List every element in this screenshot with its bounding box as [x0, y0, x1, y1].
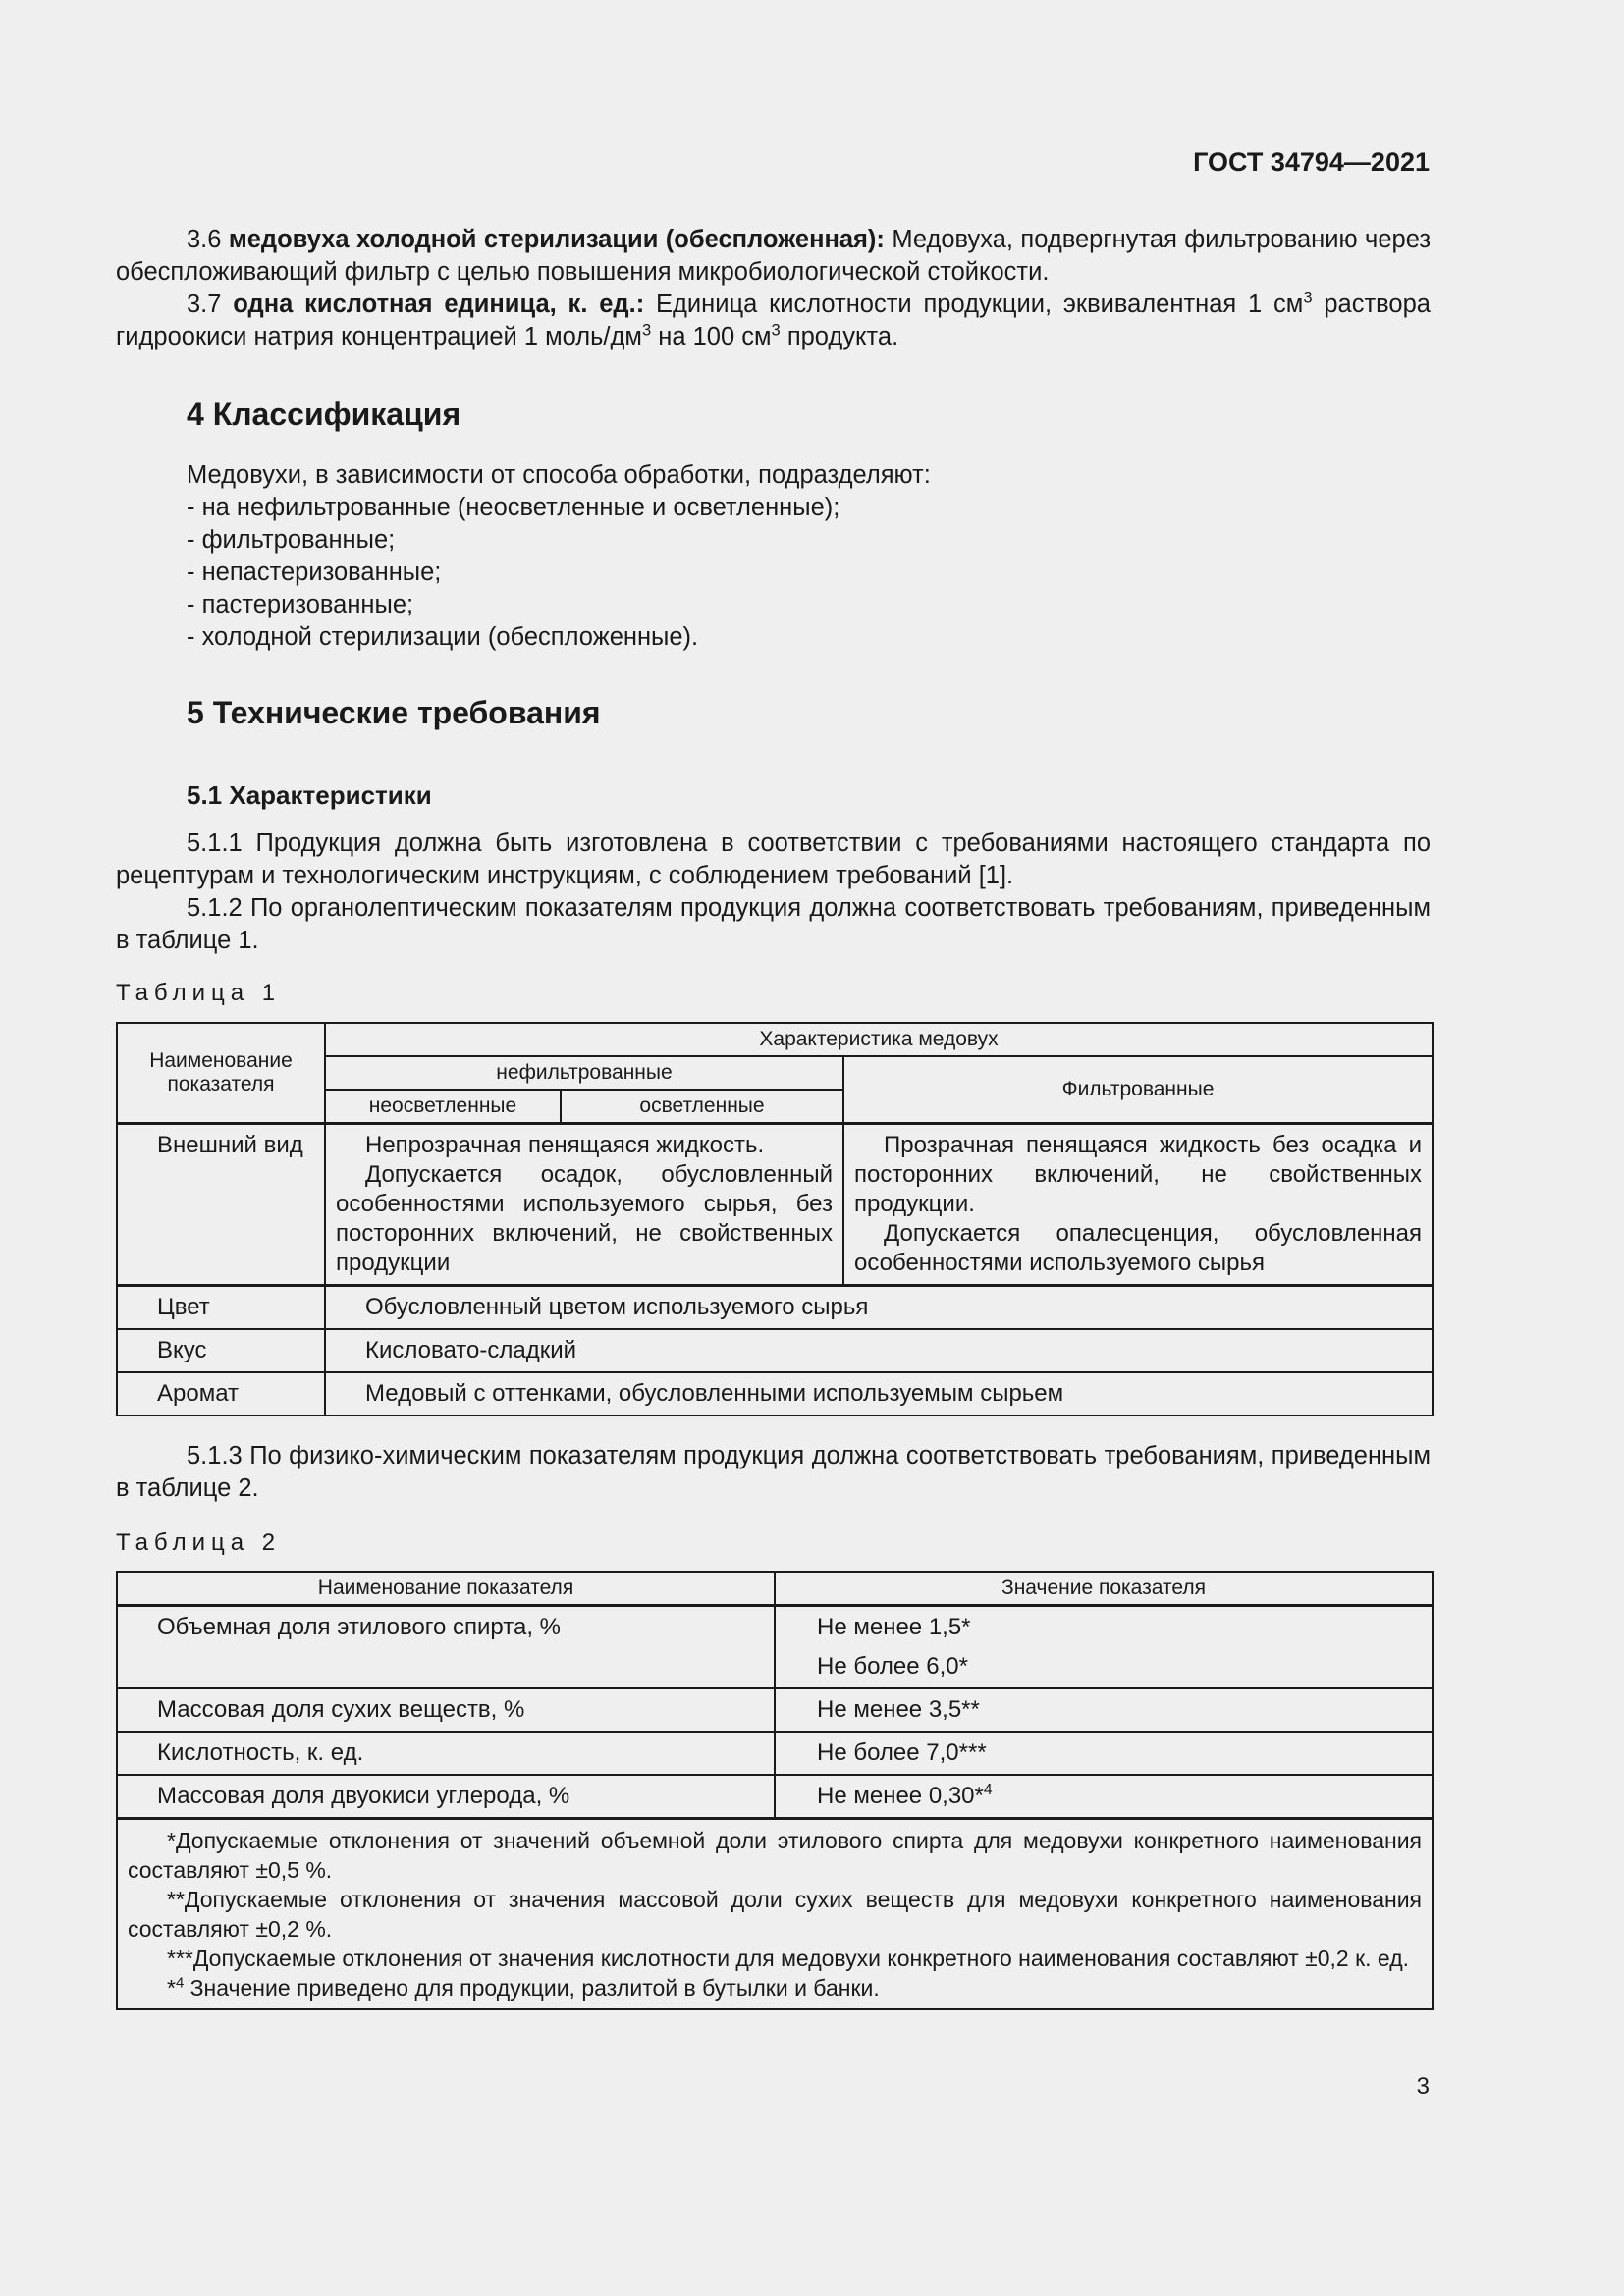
table-header-cell: Характеристика медовух — [325, 1023, 1433, 1056]
table-cell: Не менее 3,5** — [775, 1688, 1433, 1732]
footnote: **Допускаемые отклонения от значения массовой доли сухих веществ для медовухи конкретного наименования составляют ±0,2 %. — [128, 1887, 1422, 1942]
list-item: - на нефильтрованные (неосветленные и осветленные); — [187, 494, 840, 521]
table-row — [117, 1329, 1433, 1372]
table-cell: Массовая доля сухих веществ, % — [117, 1688, 775, 1732]
table-cell: Не более 7,0*** — [775, 1732, 1433, 1775]
table-cell: Не менее 1,5* Не более 6,0* — [775, 1606, 1433, 1689]
footnote: ***Допускаемые отклонения от значения кислотности для медовухи конкретного наименования составляют ±0,2 к. ед. — [167, 1946, 1410, 1971]
table-cell: Внешний вид — [117, 1124, 325, 1286]
definition-term: одна кислотная единица, к. ед.: — [233, 291, 645, 318]
table-cell: Непрозрачная пенящаяся жидкость. Допускается осадок, обусловленный особенностями используемого сырья, без посторонних включений, не свойственных продукции — [325, 1124, 843, 1286]
table-row — [117, 1372, 1433, 1415]
table-header-cell: осветленные — [561, 1090, 843, 1124]
subsection-heading: 5.1 Характеристики — [187, 780, 432, 810]
list-item: - непастеризованные; — [187, 559, 442, 586]
table-header-cell: Значение показателя — [775, 1572, 1433, 1606]
paragraph: 5.1.1 Продукция должна быть изготовлена в соответствии с требованиями настоящего стандарта по рецептурам и технологическим инструкциям, с соблюдением требований [1]. — [116, 829, 1431, 889]
table-cell: Массовая доля двуокиси углерода, % — [117, 1775, 775, 1819]
standard-number: ГОСТ 34794—2021 — [1193, 147, 1430, 177]
table-header-cell: неосветленные — [325, 1090, 561, 1124]
definition-3-7: 3.7 одна кислотная единица, к. ед.: Единица кислотности продукции, эквивалентная 1 $см^3$ раствора гидроокиси натрия концентрацией 1 моль/$дм^3$ на 100 $см^3$ продукта. — [116, 288, 1431, 350]
paragraph: 5.1.3 По физико-химическим показателям продукция должна соответствовать требованиям, приведенным в таблице 2. — [116, 1442, 1431, 1502]
table-cell: Цвет — [117, 1286, 325, 1330]
list-item: - пастеризованные; — [187, 591, 414, 618]
paragraph-5-1-3 — [116, 1440, 1431, 1505]
table-row — [117, 1606, 1433, 1689]
table-row — [117, 1286, 1433, 1330]
table-cell: Кисловато-сладкий — [325, 1329, 1433, 1372]
table-organoleptic — [116, 1022, 1434, 1416]
table-cell: Обусловленный цветом используемого сырья — [325, 1286, 1433, 1330]
table-header-cell: нефильтрованные — [325, 1056, 843, 1090]
table-caption: Таблица 1 — [116, 980, 282, 1006]
table-header-cell: Наименование показателя — [117, 1572, 775, 1606]
table-row — [117, 1732, 1433, 1775]
table-notes — [117, 1819, 1433, 2010]
table-cell: Вкус — [117, 1329, 325, 1372]
paragraphs-5-1 — [116, 828, 1431, 957]
table-header-cell: Наименование показателя — [117, 1023, 325, 1124]
footnote: *$^4$ Значение приведено для продукции, разлитой в бутылки и банки. — [167, 1974, 880, 2001]
table-notes-row — [117, 1819, 1433, 2010]
table-row — [117, 1688, 1433, 1732]
table-cell: Не менее 0,30*$^4$ — [775, 1775, 1433, 1819]
definition-3-6: 3.6 медовуха холодной стерилизации (обеспложенная): Медовуха, подвергнутая фильтрованию через обеспложивающий фильтр с целью повышения микробиологической стойкости. — [116, 226, 1432, 286]
table-cell: Прозрачная пенящаяся жидкость без осадка и посторонних включений, не свойственных продукции. Допускается опалесценция, обусловленная особенностями используемого сырья — [843, 1124, 1433, 1286]
table-cell: Кислотность, к. ед. — [117, 1732, 775, 1775]
page-number: 3 — [1416, 2073, 1430, 2100]
list-item: - фильтрованные; — [187, 526, 396, 554]
table-cell: Медовый с оттенками, обусловленными используемым сырьем — [325, 1372, 1433, 1415]
footnote: *Допускаемые отклонения от значений объемной доли этилового спирта для медовухи конкретного наименования составляют ±0,5 %. — [128, 1828, 1422, 1883]
list-item: - холодной стерилизации (обеспложенные). — [187, 623, 699, 651]
table-header-cell: Фильтрованные — [843, 1056, 1433, 1124]
table-cell: Аромат — [117, 1372, 325, 1415]
definitions-block — [116, 224, 1431, 353]
table-cell: Объемная доля этилового спирта, % — [117, 1606, 775, 1689]
paragraph: 5.1.2 По органолептическим показателям продукция должна соответствовать требованиям, приведенным в таблице 1. — [116, 894, 1431, 954]
table-row — [117, 1775, 1433, 1819]
table-physchem — [116, 1571, 1434, 2010]
section-heading: 5 Технические требования — [187, 695, 601, 730]
table-row — [117, 1124, 1433, 1286]
definition-term: медовуха холодной стерилизации (обеспложенная): — [228, 226, 885, 253]
classification-list: Медовухи, в зависимости от способа обработки, подразделяют: - на нефильтрованные (неосветленные и осветленные); - фильтрованные; - непастеризованные; - пастеризованные; - холодной стерилизации (обеспложенные). — [116, 459, 1431, 654]
section-heading: 4 Классификация — [187, 397, 461, 432]
table-caption: Таблица 2 — [116, 1529, 282, 1556]
